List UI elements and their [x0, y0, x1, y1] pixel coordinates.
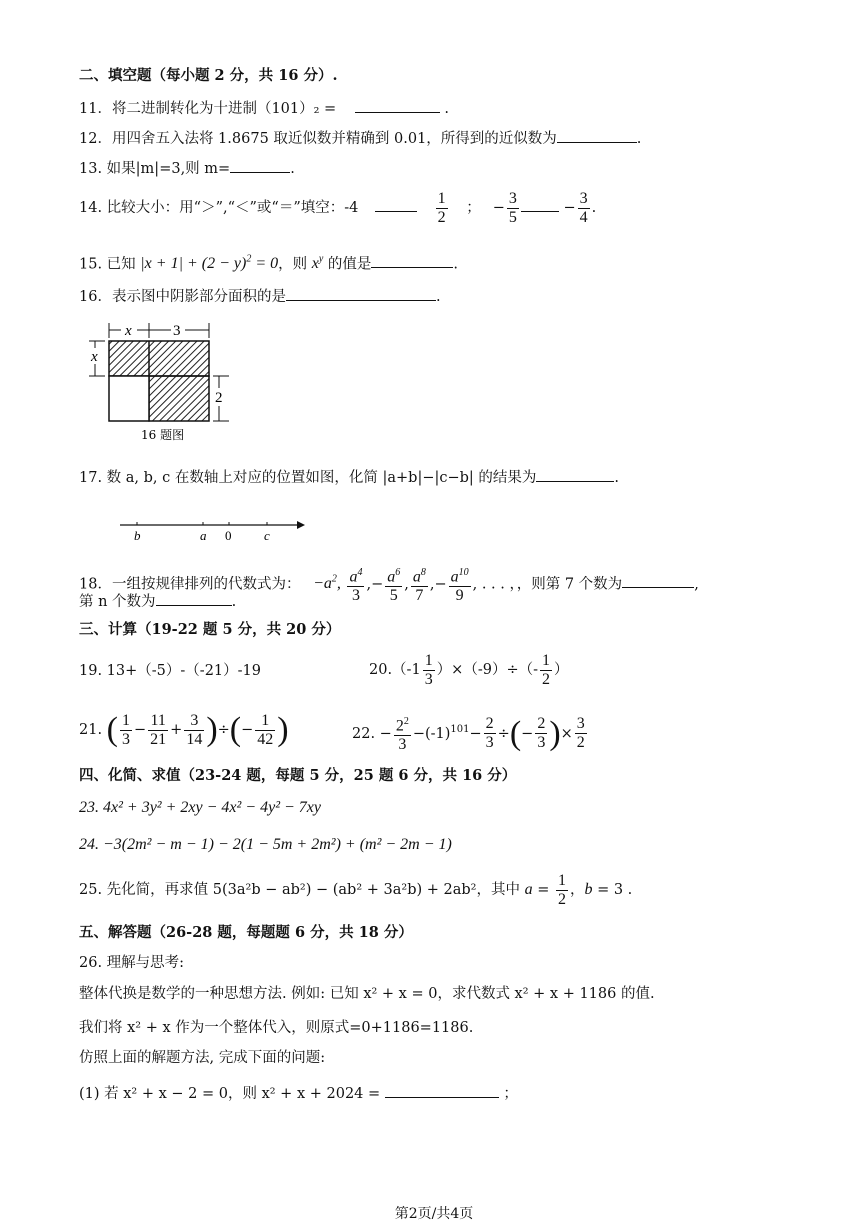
fig-label-3: 3	[173, 323, 181, 339]
q18-blank-2[interactable]	[156, 590, 232, 606]
question-18-line2: 第 n 个数为 .	[79, 590, 236, 612]
fig-label-x-side: x	[91, 349, 98, 365]
figure-16	[85, 318, 245, 444]
question-25: 25. 先化简，再求值 5(3a²b − ab²) − (ab² + 3a²b) + 2ab²，其中 a = $\frac{1}{2}$ ，b = 3 .	[79, 871, 633, 908]
section-fill-in: 二、填空题（每小题 2 分，共 16 分）.	[79, 67, 338, 84]
question-16: 16．表示图中阴影部分面积的是 .	[79, 285, 441, 307]
question-12: 12．用四舍五入法将 1.8675 取近似数并精确到 0.01，所得到的近似数为 .	[79, 127, 641, 149]
q21-text: 21.	[79, 722, 103, 738]
question-26-text-c: 仿照上面的解题方法, 完成下面的问题:	[79, 1050, 326, 1066]
q14-blank-1[interactable]	[375, 196, 417, 212]
question-26-text-b: 我们将 x² + x 作为一个整体代入，则原式=0+1186=1186.	[79, 1020, 474, 1036]
shaded-top	[109, 341, 209, 376]
page-footer: 第2页/共4页	[394, 1206, 474, 1222]
question-20: 20.（-1 $\frac{1}{3}$ ）×（-9）÷（- $\frac{1}{2}$ ）	[369, 651, 569, 688]
q17-blank[interactable]	[536, 466, 614, 482]
q12-blank[interactable]	[557, 127, 637, 143]
fig-label-x: x	[125, 323, 132, 339]
q26-part1-blank[interactable]	[385, 1082, 499, 1098]
q14-text: 14. 比较大小：用“＞”,“＜”或“＝”填空：-4	[79, 200, 359, 216]
section-calculation: 三、计算（19-22 题 5 分，共 20 分）	[79, 621, 341, 638]
question-22: 22. − $\frac{2^2}{3}$ $-(-1)^{101}-$ $\frac{2}{3}$ ÷(− $\frac{2}{3}$ )× $\frac{3}{2}$	[352, 714, 585, 754]
question-24: 24. −3(2m² − m − 1) − 2(1 − 5m + 2m²) + (m² − 2m − 1)	[79, 836, 452, 853]
shaded-bottom-right	[149, 376, 209, 421]
q11-blank[interactable]	[355, 97, 440, 113]
q12-text: 12．用四舍五入法将 1.8675 取近似数并精确到 0.01，所得到的近似数为	[79, 131, 557, 147]
q20-text: 20.（-1	[369, 662, 421, 678]
section-simplify: 四、化简、求值（23-24 题，每题 5 分，25 题 6 分，共 16 分）	[79, 767, 517, 784]
q25-text: 25. 先化简，再求值 5(3a²b − ab²) − (ab² + 3a²b) + 2ab²，其中	[79, 882, 520, 898]
q18-text-b: ，则第 7 个数为	[516, 576, 623, 593]
q13-blank[interactable]	[230, 157, 290, 173]
fig-caption: 16 题图	[141, 428, 185, 442]
q14-blank-2[interactable]	[521, 196, 559, 212]
question-26-text-a: 整体代换是数学的一种思想方法. 例如: 已知 x² + x = 0，求代数式 x² + x + 1186 的值.	[79, 986, 655, 1002]
nl-c: c	[264, 528, 270, 543]
q15-text: 15. 已知	[79, 256, 136, 273]
q11-text: 11．将二进制转化为十进制（101）₂ =	[79, 101, 337, 117]
question-11: 11．将二进制转化为十进制（101）₂ = .	[79, 97, 449, 119]
nl-b: b	[134, 528, 141, 543]
question-15: 15. 已知 $|x + 1| + (2 - y)^2 = 0$，则 $x^y$ 的值是 .	[79, 254, 459, 273]
q22-text: 22.	[352, 725, 376, 742]
question-26-part1: (1) 若 x² + x − 2 = 0，则 x² + x + 2024 = ；	[79, 1082, 518, 1104]
q18-text: 18．一组按规律排列的代数式为：	[79, 576, 301, 593]
q20-text-b: ）×（-9）÷（-	[436, 662, 539, 678]
question-18: 18．一组按规律排列的代数式为： $-a^2$, $\frac{a^4}{3}$ ,− $\frac{a^6}{5}$ , $\frac{a^8}{7}$ ,− $\frac{a^{10}}{9}$ , . . . ，，则第 7 个数为 ,	[79, 560, 699, 605]
nl-zero: 0	[225, 528, 232, 543]
question-26: 26. 理解与思考:	[79, 955, 185, 971]
q16-text: 16．表示图中阴影部分面积的是	[79, 289, 286, 305]
question-17: 17. 数 a, b, c 在数轴上对应的位置如图，化简 |a+b|−|c−b| 的结果为 .	[79, 466, 619, 488]
question-14: 14. 比较大小：用“＞”,“＜”或“＝”填空：-4 $\frac{1}{2}$ ； − $\frac{3}{5}$ − $\frac{3}{4}$ .	[79, 189, 597, 226]
section-answer: 五、解答题（26-28 题，每题题 6 分，共 18 分）	[79, 924, 413, 941]
fig-label-2: 2	[215, 390, 223, 406]
q18-text-c: 第 n 个数为	[79, 594, 156, 610]
q26-part1-text: (1) 若 x² + x − 2 = 0，则 x² + x + 2024 =	[79, 1086, 381, 1102]
q18-blank-1[interactable]	[622, 572, 694, 588]
q16-blank[interactable]	[286, 285, 436, 301]
number-line	[115, 515, 305, 545]
q13-text: 13. 如果|m|=3,则 m=	[79, 161, 231, 177]
nl-a: a	[200, 528, 207, 543]
q15-blank[interactable]	[371, 252, 453, 268]
question-19: 19. 13+（-5）-（-21）-19	[79, 663, 261, 679]
question-21: 21. ( $\frac{1}{3}$ − $\frac{11}{21}$ + $\frac{3}{14}$ )÷(− $\frac{1}{42}$ )	[79, 711, 289, 748]
question-23: 23. 4x² + 3y² + 2xy − 4x² − 4y² − 7xy	[79, 799, 321, 816]
question-13: 13. 如果|m|=3,则 m= .	[79, 157, 295, 179]
q17-text: 17. 数 a, b, c 在数轴上对应的位置如图，化简 |a+b|−|c−b| 的结果为	[79, 470, 537, 486]
